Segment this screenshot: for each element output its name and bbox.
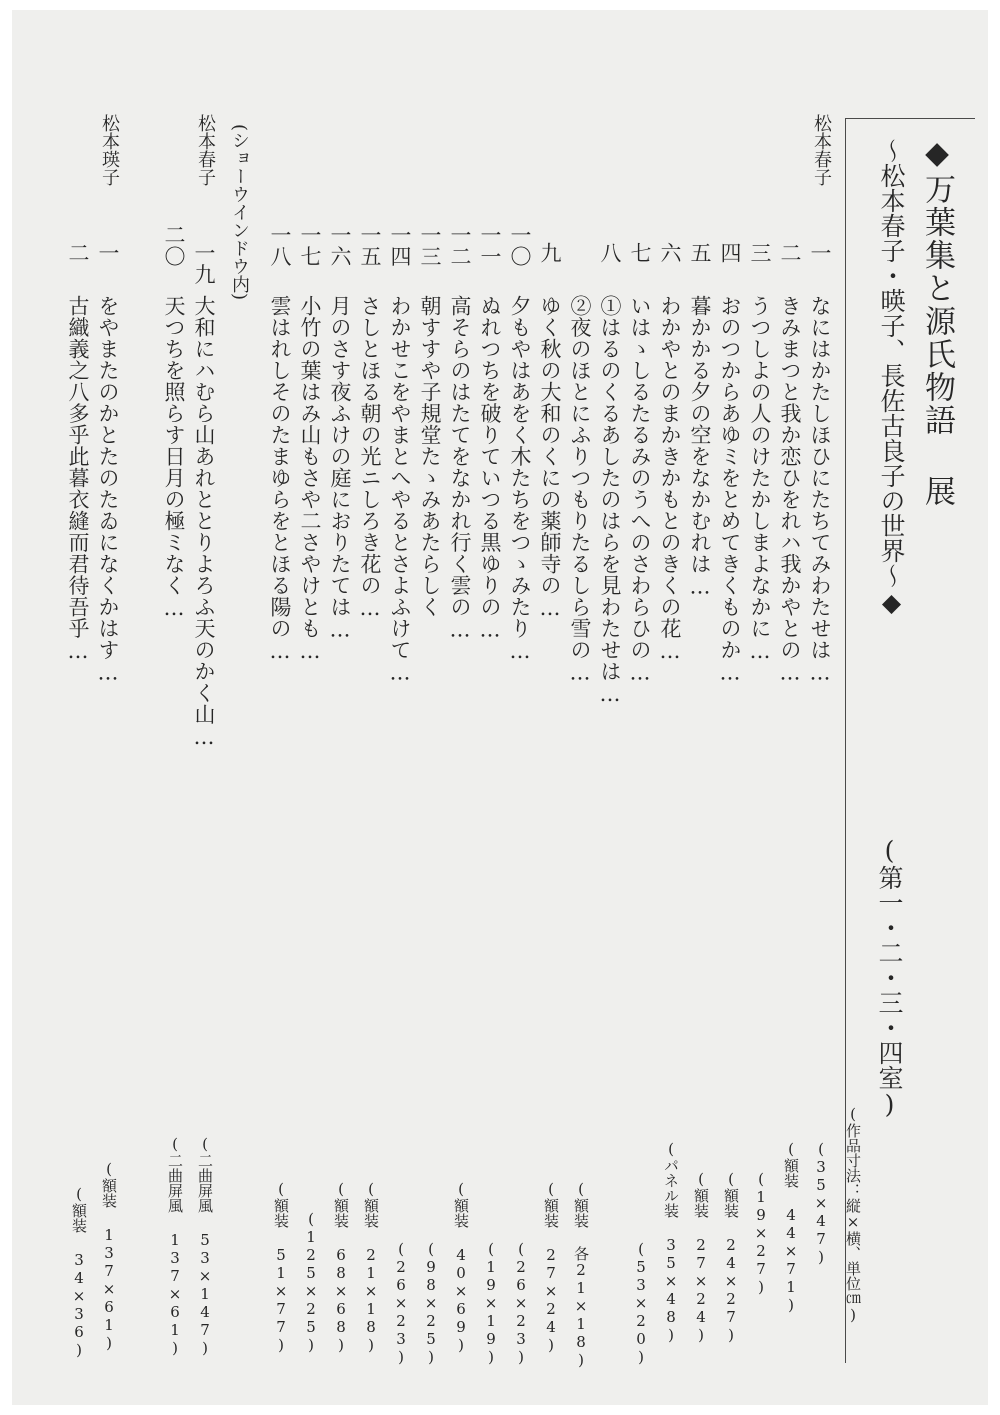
work-size: (額装 各21×18) <box>572 1180 590 1369</box>
work-size: (二曲屏風 137×61) <box>166 1135 184 1357</box>
work-size: (26×23) <box>512 1240 530 1366</box>
work-size: (125×25) <box>302 1210 320 1354</box>
catalog-page <box>12 10 988 1405</box>
work-title: 雲はれしそのたまゆらをとほる陽の… <box>268 295 292 664</box>
work-number: 一 <box>808 242 832 264</box>
work-size: (額装 34×36) <box>70 1185 88 1359</box>
work-title: うつしよの人のけたかしまよなかに… <box>748 295 772 664</box>
work-number: 一九 <box>192 242 216 285</box>
artist-name: 松本春子 <box>195 114 216 186</box>
work-number: 六 <box>658 242 682 264</box>
work-size: (35×47) <box>812 1140 830 1266</box>
work-title: ②夜のほとにふりつもりたるしら雪の… <box>568 295 592 685</box>
work-size: (二曲屏風 53×147) <box>196 1135 214 1357</box>
work-title: 夕もやはあをく木たちをつゝみたり… <box>508 295 532 664</box>
work-title: いはゝしるたるみのうへのさわらひの… <box>628 295 652 685</box>
work-title: 古織義之八多乎此暮衣縫而君待吾乎… <box>66 295 90 664</box>
work-number: 三 <box>748 242 772 264</box>
work-size: (19×27) <box>752 1170 770 1296</box>
work-title: ①はるのくるあしたのはらを見わたせは… <box>598 295 622 707</box>
work-size: (額装 27×24) <box>542 1180 560 1354</box>
work-number: 四 <box>718 242 742 264</box>
work-number: 二 <box>778 242 802 264</box>
exhibition-subtitle: 〜松本春子・暎子、長佐古良子の世界〜◆ <box>877 138 906 617</box>
work-size: (額装 27×24) <box>692 1170 710 1344</box>
work-title: わかやとのまかきかもとのきくの花… <box>658 295 682 664</box>
work-size: (額装 24×27) <box>722 1170 740 1344</box>
work-title: わかせこをやまとへやるとさよふけて… <box>388 295 412 685</box>
work-size: (額装 68×68) <box>332 1180 350 1354</box>
work-title: 大和にハむら山あれととりよろふ天のかく山… <box>192 295 216 750</box>
work-number: 二 <box>66 242 90 264</box>
artist-name: 松本春子 <box>811 114 832 186</box>
work-number: 一六 <box>328 224 352 267</box>
units-note: (作品寸法：縦×横、単位㎝) <box>844 1105 862 1324</box>
work-title: 朝すすや子規堂たゝみあたらしく <box>418 295 442 618</box>
work-title: 小竹の葉はみ山もさや二さやけとも… <box>298 295 322 664</box>
work-number: 一〇 <box>508 224 532 267</box>
work-title: なにはかたしほひにたちてみわたせは… <box>808 295 832 685</box>
work-title: ぬれつちを破りていつる黒ゆりの… <box>478 295 502 642</box>
exhibition-title: ◆万葉集と源氏物語 展 <box>919 135 955 508</box>
artist-name: 松本瑛子 <box>99 114 120 186</box>
work-number: 五 <box>688 242 712 264</box>
work-size: (額装 137×61) <box>100 1160 118 1352</box>
work-number: 一二 <box>448 224 472 267</box>
work-title: 天つちを照らす日月の極ミなく… <box>162 295 186 621</box>
work-number: 一一 <box>478 224 502 267</box>
work-size: (53×20) <box>632 1240 650 1366</box>
work-number: 七 <box>628 242 652 264</box>
work-number: 一五 <box>358 224 382 267</box>
work-size: (額装 44×71) <box>782 1140 800 1314</box>
work-size: (98×25) <box>422 1240 440 1366</box>
work-number: 一三 <box>418 224 442 267</box>
work-size: (26×23) <box>392 1240 410 1366</box>
work-number: 一八 <box>268 224 292 267</box>
work-title: きみまつと我か恋ひをれハ我かやとの… <box>778 295 802 685</box>
work-number: 一七 <box>298 224 322 267</box>
showcase-label: (ショーウインドウ内) <box>229 124 250 301</box>
work-number: 一四 <box>388 224 412 267</box>
work-number: 九 <box>538 242 562 264</box>
work-title: ゆく秋の大和のくにの薬師寺の… <box>538 295 562 621</box>
work-title: 月のさす夜ふけの庭におりたては… <box>328 295 352 642</box>
work-title: 高そらのはたてをなかれ行く雲の… <box>448 295 472 642</box>
work-size: (額装 21×18) <box>362 1180 380 1354</box>
work-size: (パネル装 35×48) <box>662 1140 680 1344</box>
work-number: 二〇 <box>162 224 186 267</box>
work-number: 一 <box>96 242 120 264</box>
rooms-label: (第一・二・三・四室) <box>875 836 904 1119</box>
work-size: (額装 40×69) <box>452 1180 470 1354</box>
work-number: 八 <box>598 242 622 264</box>
work-size: (19×19) <box>482 1240 500 1366</box>
work-title: おのつからあゆミをとめてきくものか… <box>718 295 742 685</box>
work-size: (額装 51×77) <box>272 1180 290 1354</box>
title-rule-top <box>845 118 975 119</box>
work-title: をやまたのかとたのたゐになくかはす… <box>96 295 120 685</box>
work-title: さしとほる朝の光ニしろき花の… <box>358 295 382 621</box>
work-title: 暮かかる夕の空をなかむれは… <box>688 295 712 599</box>
